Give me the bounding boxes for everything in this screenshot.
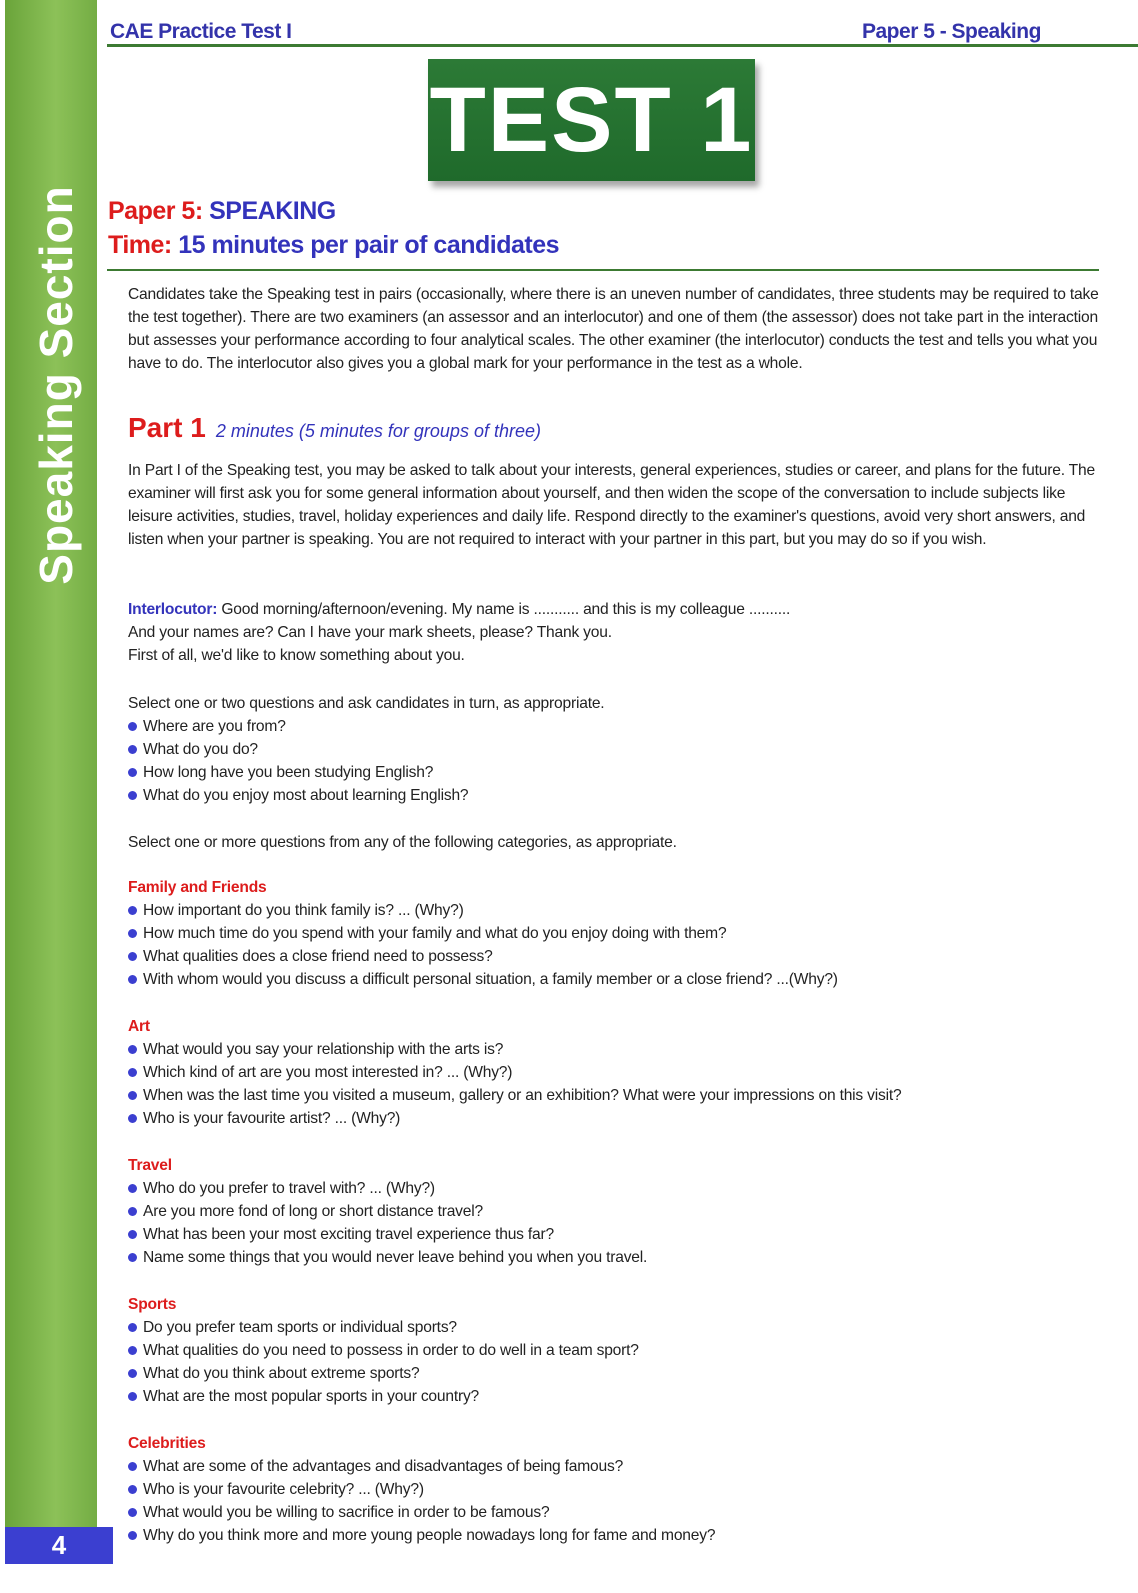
category-celebrities — [128, 1432, 1103, 1547]
question-item — [128, 1061, 1103, 1084]
part1-heading — [128, 412, 541, 444]
bullet-icon — [128, 791, 137, 800]
part1-duration: 2 minutes (5 minutes for groups of three) — [215, 421, 541, 441]
category-family-and-friends — [128, 876, 1103, 991]
header-right: Paper 5 - Speaking — [862, 20, 1041, 43]
category-travel — [128, 1154, 1103, 1269]
instruction: Select one or two questions and ask candidates in turn, as appropriate. — [128, 695, 605, 712]
page-number: 4 — [5, 1527, 113, 1564]
question-text: Who is your favourite artist? ... (Why?) — [143, 1110, 401, 1127]
question-text: What would you be willing to sacrifice in order to be famous? — [143, 1504, 550, 1521]
question-item: Where are you from? — [128, 715, 1103, 738]
part1-description: In Part I of the Speaking test, you may be asked to talk about your interests, general experiences, studies or career, and plans for the future. The examiner will first ask you for some general information about yourself, and then widen the scope of the conversation to include subjects like leisure activities, studies, travel, holiday experiences and daily life. Respond directly to the examiner's questions, avoid very short answers, and listen when your partner is speaking. You are not required to interact with your partner in this part, but you may do so if you wish. — [128, 462, 1095, 548]
category-title: Family and Friends — [128, 879, 267, 896]
question-text: How much time do you spend with your family and what do you enjoy doing with them? — [143, 925, 727, 942]
question-text: What qualities do you need to possess in order to do well in a team sport? — [143, 1342, 639, 1359]
script-line: First of all, we'd like to know something about you. — [128, 647, 465, 664]
question-text: What has been your most exciting travel experience thus far? — [143, 1226, 554, 1243]
question-item: What do you do? — [128, 738, 1103, 761]
question-item — [128, 1038, 1103, 1061]
bullet-icon — [128, 1045, 137, 1054]
intro-paragraph: Candidates take the Speaking test in pairs (occasionally, where there is an uneven number of candidates, three students may be required to take the test together). There are two examiners (an assessor and an interlocutor) and one of them (the assessor) does not take part in the interaction but assesses your performance according to four analytical scales. The other examiner (the interlocutor) conducts the test and tells you what you have to do. The interlocutor also gives you a global mark for your performance in the test as a whole. — [128, 286, 1099, 372]
time-line — [108, 231, 559, 260]
bullet-icon — [128, 722, 137, 731]
category-title: Celebrities — [128, 1435, 206, 1452]
bullet-icon — [128, 1184, 137, 1193]
time-label: Time: — [108, 231, 172, 259]
category-sports — [128, 1293, 1103, 1408]
bullet-icon — [128, 1508, 137, 1517]
question-item — [128, 1478, 1103, 1501]
question-item — [128, 1362, 1103, 1385]
question-item — [128, 1084, 1103, 1107]
bullet-icon — [128, 1323, 137, 1332]
bullet-icon — [128, 1114, 137, 1123]
question-text: How important do you think family is? ... (Why?) — [143, 902, 464, 919]
question-item — [128, 1385, 1103, 1408]
bullet-icon — [128, 1253, 137, 1262]
question-item — [128, 1177, 1103, 1200]
category-title: Travel — [128, 1157, 172, 1174]
bullet-icon — [128, 1392, 137, 1401]
question-item: What do you enjoy most about learning English? — [128, 784, 1103, 807]
section-title: Speaking Section — [30, 185, 82, 585]
bullet-icon — [128, 1462, 137, 1471]
paper-label: Paper 5: — [108, 197, 203, 225]
bullet-icon — [128, 906, 137, 915]
interlocutor-script — [128, 598, 1103, 667]
question-text: What are the most popular sports in your country? — [143, 1388, 480, 1405]
category-title: Sports — [128, 1296, 177, 1313]
question-item — [128, 945, 1103, 968]
bullet-icon — [128, 1346, 137, 1355]
question-text: When was the last time you visited a museum, gallery or an exhibition? What were your impressions on this visit? — [143, 1087, 902, 1104]
bullet-icon — [128, 929, 137, 938]
question-item — [128, 1455, 1103, 1478]
question-item — [128, 1107, 1103, 1130]
part1-title: Part 1 — [128, 412, 206, 443]
question-text: Are you more fond of long or short distance travel? — [143, 1203, 483, 1220]
bullet-icon — [128, 1068, 137, 1077]
bullet-icon — [128, 1531, 137, 1540]
question-item — [128, 1200, 1103, 1223]
bullet-icon — [128, 1207, 137, 1216]
question-text: With whom would you discuss a difficult personal situation, a family member or a close friend? ...(Why?) — [143, 971, 838, 988]
instruction-more: Select one or more questions from any of the following categories, as appropriate. — [128, 834, 677, 851]
question-text: Who do you prefer to travel with? ... (Why?) — [143, 1180, 435, 1197]
question-item — [128, 1501, 1103, 1524]
question-item — [128, 899, 1103, 922]
question-item — [128, 1246, 1103, 1269]
question-item: How long have you been studying English? — [128, 761, 1103, 784]
header-rule — [107, 44, 1138, 47]
bullet-icon — [128, 1369, 137, 1378]
question-text: Who is your favourite celebrity? ... (Why?) — [143, 1481, 424, 1498]
bullet-icon — [128, 1485, 137, 1494]
question-item — [128, 1316, 1103, 1339]
section-rule — [107, 269, 1099, 271]
bullet-icon — [128, 745, 137, 754]
question-text: What are some of the advantages and disadvantages of being famous? — [143, 1458, 624, 1475]
bullet-icon — [128, 768, 137, 777]
bullet-icon — [128, 952, 137, 961]
question-text: Do you prefer team sports or individual sports? — [143, 1319, 457, 1336]
question-item — [128, 1223, 1103, 1246]
category-art — [128, 1015, 1103, 1130]
question-text: What qualities does a close friend need to possess? — [143, 948, 493, 965]
bullet-icon — [128, 975, 137, 984]
time-value: 15 minutes per pair of candidates — [178, 231, 560, 259]
intro-questions — [128, 692, 1103, 807]
paper-name: SPEAKING — [209, 197, 336, 225]
question-item — [128, 922, 1103, 945]
test-banner: TEST 1 — [428, 59, 755, 181]
section-sidebar — [5, 0, 97, 1530]
question-item — [128, 968, 1103, 991]
script-line: And your names are? Can I have your mark sheets, please? Thank you. — [128, 624, 612, 641]
question-text: What do you think about extreme sports? — [143, 1365, 420, 1382]
paper-title — [108, 197, 336, 226]
interlocutor-label: Interlocutor: — [128, 601, 218, 618]
category-title: Art — [128, 1018, 150, 1035]
question-text: What would you say your relationship with the arts is? — [143, 1041, 504, 1058]
question-text: Why do you think more and more young people nowadays long for fame and money? — [143, 1527, 716, 1544]
question-text: Name some things that you would never leave behind you when you travel. — [143, 1249, 648, 1266]
bullet-icon — [128, 1091, 137, 1100]
bullet-icon — [128, 1230, 137, 1239]
question-text: Which kind of art are you most interested in? ... (Why?) — [143, 1064, 513, 1081]
header-left: CAE Practice Test I — [110, 20, 292, 43]
question-item — [128, 1524, 1103, 1547]
script-line: Good morning/afternoon/evening. My name is ........... and this is my colleague .......... — [221, 601, 791, 618]
question-item — [128, 1339, 1103, 1362]
